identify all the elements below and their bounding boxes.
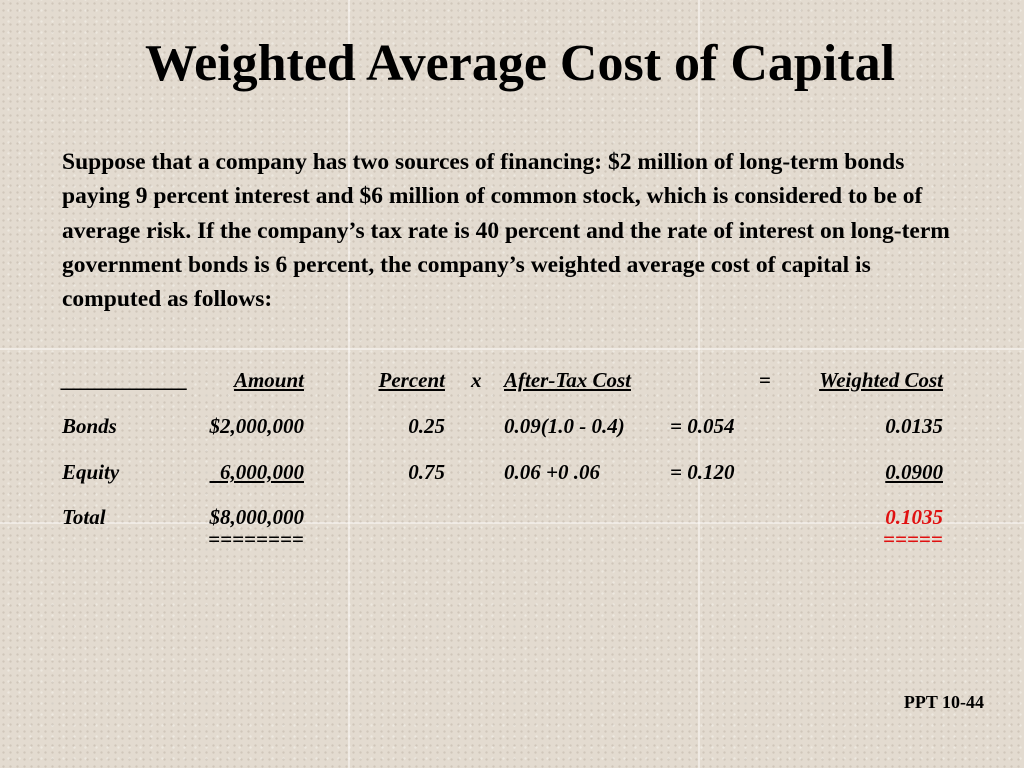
row-total-label: Total — [62, 505, 106, 529]
total-weighted-rule: ===== — [883, 527, 943, 551]
row-total-weighted-cost: 0.1035 — [885, 505, 943, 529]
header-equals: = — [759, 368, 771, 392]
header-percent: Percent — [378, 368, 445, 392]
header-times: x — [471, 368, 482, 392]
header-after-tax-cost: After-Tax Cost — [504, 368, 631, 392]
row-bonds-weighted-cost: 0.0135 — [885, 414, 943, 438]
row-equity-label: Equity — [62, 460, 120, 484]
row-equity-amount: 6,000,000 — [220, 460, 304, 484]
problem-paragraph: Suppose that a company has two sources of financing: $2 million of long-term bonds paying 9 percent interest and $6 million of common stock, which is considered to be of average risk. If the company’s tax rate is 40 percent and the rate of interest on long-term government bonds is 6 percent, the company’s weighted average cost of capital is computed as follows: — [62, 149, 950, 313]
row-total-amount: $8,000,000 — [209, 505, 304, 529]
row-equity-result: = 0.120 — [670, 460, 735, 484]
row-bonds-after-tax-cost: 0.09(1.0 - 0.4) — [504, 414, 625, 438]
header-amount: Amount — [233, 368, 304, 392]
row-equity-weighted-cost: 0.0900 — [885, 460, 943, 484]
header-weighted-cost: Weighted Cost — [819, 368, 943, 392]
row-bonds-percent: 0.25 — [408, 414, 445, 438]
row-bonds-label: Bonds — [62, 414, 117, 438]
row-equity-percent: 0.75 — [408, 460, 445, 484]
slide-number: PPT 10-44 — [903, 692, 984, 712]
row-equity-after-tax-cost: 0.06 +0 .06 — [504, 460, 600, 484]
row-bonds-amount: $2,000,000 — [209, 414, 304, 438]
slide-title: Weighted Average Cost of Capital — [144, 35, 896, 92]
header-label-blank: ____________ — [62, 368, 188, 392]
total-amount-rule: ======== — [208, 527, 304, 551]
row-bonds-result: = 0.054 — [670, 414, 735, 438]
